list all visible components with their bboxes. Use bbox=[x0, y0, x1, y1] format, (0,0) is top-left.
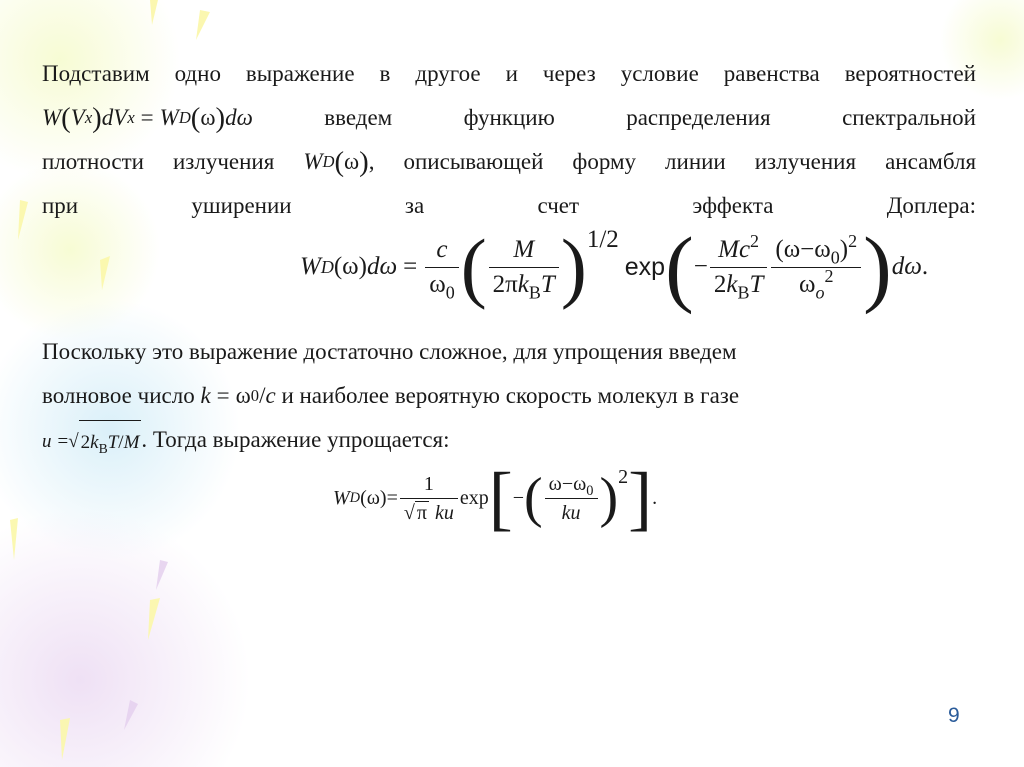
math-symbol: T bbox=[540, 270, 555, 298]
math-symbol: ( bbox=[333, 253, 343, 280]
math-symbol: M bbox=[489, 236, 559, 268]
fraction-c-omega0 bbox=[425, 236, 458, 302]
fraction-omega-diff-squared bbox=[771, 231, 861, 302]
fraction-omega-diff-ku bbox=[545, 473, 598, 524]
inline-formula-velocity: u = √ $2k_BT/M$ bbox=[42, 420, 141, 465]
text: и наиболее вероятную скорость молекул в газе bbox=[281, 383, 740, 408]
math-symbol: ω bbox=[429, 270, 446, 298]
math-symbol: c bbox=[265, 383, 276, 408]
math-symbol: ku bbox=[434, 501, 454, 524]
text: плотности излучения bbox=[42, 149, 275, 174]
math-symbol: ( bbox=[360, 486, 367, 509]
math-symbol: M bbox=[123, 431, 140, 453]
math-symbol: = bbox=[140, 105, 154, 130]
math-symbol: B bbox=[528, 281, 541, 302]
math-symbol: 1/2 bbox=[586, 226, 619, 253]
math-symbol: 0 bbox=[445, 281, 455, 302]
math-symbol: 0 bbox=[830, 247, 840, 268]
math-symbol: − bbox=[800, 236, 815, 263]
math-symbol: ) bbox=[92, 102, 102, 134]
bracket-right: ] bbox=[628, 458, 653, 538]
math-symbol: 2 bbox=[80, 431, 91, 453]
math-symbol: exp bbox=[459, 486, 489, 509]
math-symbol: W bbox=[42, 105, 62, 130]
math-symbol: W bbox=[159, 105, 179, 130]
text: при уширении за счет эффекта Доплера: bbox=[42, 193, 976, 218]
math-symbol: − bbox=[693, 253, 708, 280]
math-symbol: ( bbox=[665, 219, 694, 315]
formula-doppler-full: W D ( ω ) dω = $\frac{c}{\omega_0}$ ( $\frac{M}{2\pi k_BT}$ ) 1/2 exp ( − $\frac{Mc^2}{2k_BT}$ $\frac{(\omega-\omega_0)^2}{\omega_o^2}$ ) dω . bbox=[300, 219, 929, 315]
math-symbol: ) bbox=[379, 486, 387, 509]
math-symbol: − bbox=[561, 472, 574, 495]
math-symbol: ) bbox=[359, 146, 369, 178]
math-symbol: ( bbox=[524, 467, 543, 529]
math-symbol: dω bbox=[891, 253, 922, 280]
math-symbol: ku bbox=[561, 501, 581, 524]
math-symbol: W bbox=[300, 253, 321, 280]
math-symbol: / bbox=[118, 431, 124, 453]
math-symbol: ( bbox=[775, 236, 784, 263]
math-symbol: Mc bbox=[718, 236, 751, 263]
text: Подставим одно выражение в другое и через условие равенства вероятностей bbox=[42, 61, 976, 86]
math-symbol: = bbox=[57, 431, 69, 452]
math-symbol: T bbox=[107, 431, 119, 453]
math-symbol: exp bbox=[624, 252, 666, 281]
text: , описывающей форму линии излучения ансамбля bbox=[368, 149, 977, 174]
text: . Тогда выражение упрощается: bbox=[141, 427, 450, 452]
math-symbol: B bbox=[98, 440, 108, 456]
math-symbol: k bbox=[200, 383, 211, 408]
math-symbol: 2 bbox=[824, 265, 834, 286]
math-symbol: ) bbox=[599, 467, 619, 529]
math-symbol: = bbox=[216, 383, 230, 408]
math-symbol: ω bbox=[342, 253, 359, 280]
math-symbol: 2 bbox=[750, 231, 760, 252]
math-symbol: ω bbox=[798, 270, 816, 298]
math-symbol: k bbox=[726, 270, 738, 298]
math-symbol: ) bbox=[863, 219, 892, 315]
math-symbol: . bbox=[921, 253, 929, 280]
math-symbol: T bbox=[749, 270, 764, 298]
fraction-1-sqrtpi-ku: $\frac{1}{\text{√ π ku}}$ bbox=[400, 473, 458, 524]
math-symbol: k bbox=[90, 431, 99, 453]
math-symbol: 1 bbox=[400, 473, 458, 499]
math-symbol: = bbox=[403, 253, 418, 280]
math-symbol: π bbox=[416, 501, 427, 524]
math-symbol: o bbox=[815, 281, 825, 302]
math-symbol: dω bbox=[225, 105, 253, 130]
text: Поскольку это выражение достаточно сложное, для упрощения введем bbox=[42, 339, 737, 364]
text: волновое число bbox=[42, 383, 195, 408]
math-symbol: dV bbox=[101, 105, 128, 130]
inline-formula-wd: W D ( ω ) bbox=[303, 140, 368, 184]
math-symbol: u bbox=[42, 431, 52, 452]
math-symbol: / bbox=[259, 383, 266, 408]
inline-formula-wavenumber: k = ω 0 / c bbox=[200, 374, 275, 418]
math-symbol: ω bbox=[344, 149, 360, 174]
fraction-m-2pikt bbox=[489, 236, 559, 302]
math-symbol: k bbox=[517, 270, 529, 298]
math-symbol: 2π bbox=[492, 270, 518, 298]
math-symbol: 0 bbox=[586, 482, 594, 499]
math-symbol: ) bbox=[839, 236, 849, 263]
math-symbol: ) bbox=[358, 253, 367, 280]
paragraph-simplification bbox=[42, 330, 976, 465]
math-symbol: ω bbox=[548, 472, 562, 495]
math-symbol: ω bbox=[235, 383, 251, 408]
text: введем функцию распределения спектральной bbox=[324, 105, 976, 130]
math-symbol: 2 bbox=[713, 270, 727, 298]
math-symbol: B bbox=[737, 281, 750, 302]
math-symbol: ( bbox=[61, 102, 71, 134]
math-symbol: = bbox=[386, 486, 398, 509]
fraction-mc2-2kt bbox=[710, 231, 768, 302]
math-symbol: 2 bbox=[618, 466, 629, 488]
inline-formula-probability-equality: W ( V x ) dV x = W D ( ω ) dω bbox=[42, 96, 253, 140]
math-symbol: ω bbox=[200, 105, 216, 130]
math-symbol: 2 bbox=[848, 231, 858, 252]
formula-doppler-simplified: W D ( ω ) = $\frac{1}{\text{√ π ku}}$ exp [ − ( $\frac{\omega-\omega_0}{ku}$ ) 2 ] . bbox=[333, 458, 658, 538]
math-symbol: W bbox=[303, 149, 323, 174]
paragraph-doppler-intro bbox=[42, 52, 976, 228]
math-symbol: ( bbox=[460, 223, 487, 310]
math-symbol: c bbox=[425, 236, 458, 268]
page-number: 9 bbox=[948, 704, 960, 727]
math-symbol: . bbox=[652, 486, 658, 509]
math-symbol: ω bbox=[366, 486, 380, 509]
math-symbol: − bbox=[512, 486, 525, 509]
math-symbol: ( bbox=[190, 102, 201, 134]
math-symbol: ω bbox=[783, 236, 801, 263]
math-symbol: dω bbox=[366, 253, 398, 280]
math-symbol: W bbox=[333, 486, 350, 509]
bracket-left: [ bbox=[488, 458, 513, 538]
math-symbol: ) bbox=[215, 102, 226, 134]
math-symbol: ) bbox=[560, 223, 587, 310]
math-symbol: ( bbox=[334, 146, 345, 178]
math-symbol: ω bbox=[573, 472, 587, 495]
math-symbol: ω bbox=[814, 236, 831, 263]
math-symbol: V bbox=[70, 105, 85, 130]
